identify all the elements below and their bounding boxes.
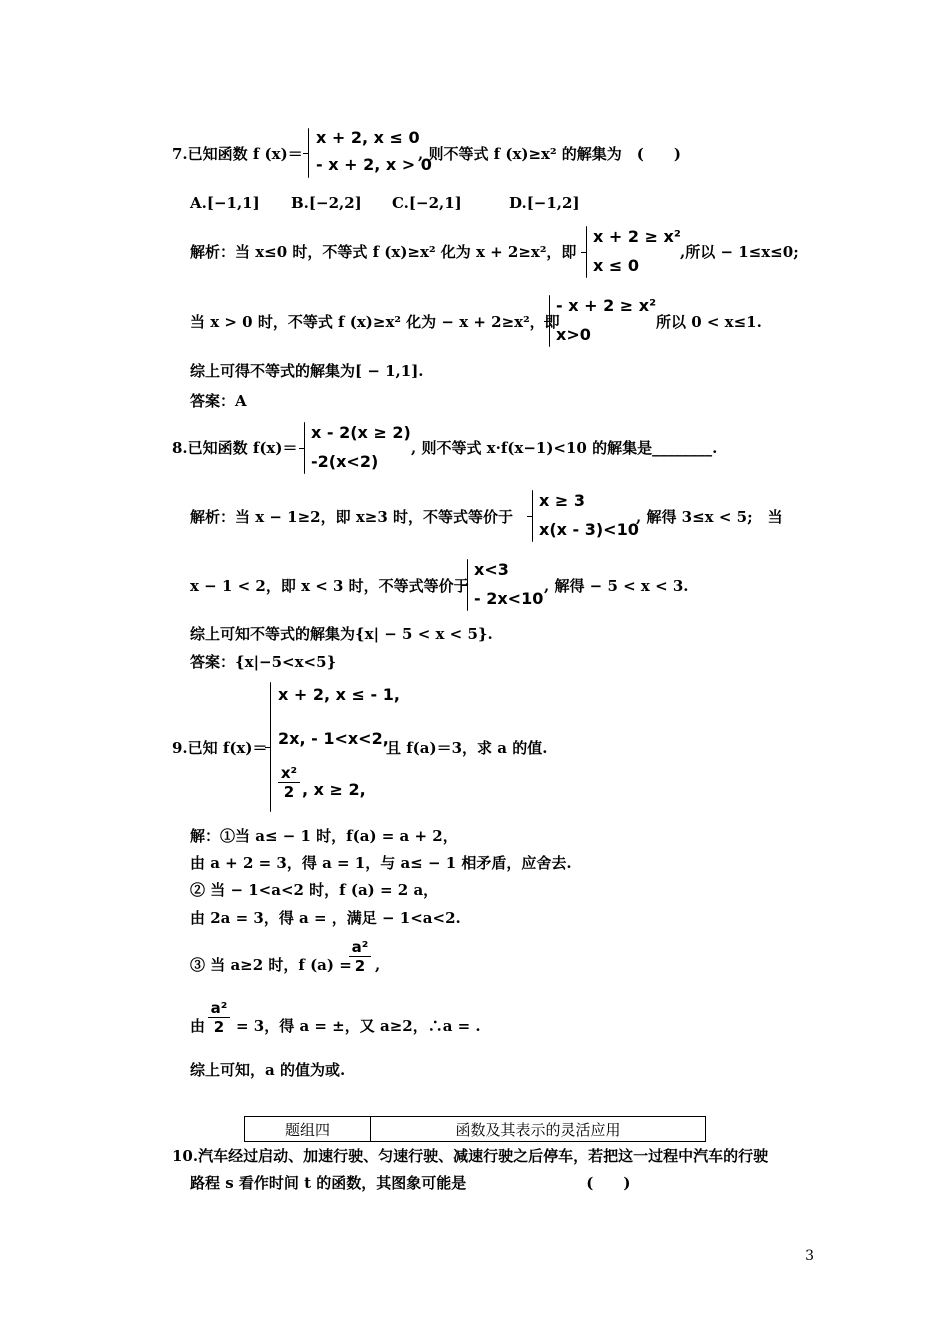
q8-stem: 8.已知函数 f(x)＝ [172, 439, 298, 457]
q8-sol2-sys2: - 2x<10 [474, 589, 544, 608]
q8-brace [304, 422, 305, 474]
q8-answer: 答案：{x|−5<x<5} [190, 653, 337, 671]
q7-solution-line2: 当 x > 0 时，不等式 f (x)≥x² 化为 − x + 2≥x²，即 [190, 313, 560, 331]
section-table [244, 1116, 706, 1142]
q9-case3-numerator: x² [280, 764, 298, 782]
q8-sol1-sys2: x(x - 3)<10 [539, 520, 639, 539]
section-group-title: 函数及其表示的灵活应用 [371, 1117, 706, 1142]
q9-step5-tail: , [375, 956, 381, 974]
q8-case1: x - 2(x ≥ 2) [311, 423, 411, 442]
q8-case2: -2(x<2) [311, 452, 379, 471]
q9-step1: 解：①当 a≤ − 1 时，f(a) = a + 2， [190, 827, 458, 845]
q8-solution-line2-tail: , 解得 − 5 < x < 3. [544, 577, 689, 595]
q8-sol1-brace [532, 490, 533, 542]
q8-solution-line2: x − 1 < 2，即 x < 3 时，不等式等价于 [190, 577, 469, 595]
q7-solution-line1: 解析：当 x≤0 时，不等式 f (x)≥x² 化为 x + 2≥x²，即 [190, 243, 577, 261]
q9-step5-fraction [349, 938, 371, 975]
q8-solution-line1-tail: , 解得 3≤x < 5; 当 [636, 508, 783, 526]
q9-case3-denominator: 2 [283, 783, 295, 801]
q9-case1: x + 2, x ≤ - 1, [278, 685, 400, 704]
q7-option-a: A.[−1,1] [190, 194, 260, 212]
q9-case3-tail: , x ≥ 2, [302, 780, 366, 799]
q9-case3-fraction [278, 764, 300, 801]
q9-step4: 由 2a = 3，得 a = ，满足 − 1<a<2. [190, 909, 461, 927]
q9-step2: 由 a + 2 = 3，得 a = 1，与 a≤ − 1 相矛盾，应舍去. [190, 854, 572, 872]
q7-option-c: C.[−2,1] [392, 194, 462, 212]
q9-step5-denominator: 2 [354, 957, 366, 975]
q7-solution-line1-tail: ,所以 − 1≤x≤0; [680, 243, 799, 261]
q7-sol2-sys2: x>0 [556, 325, 591, 344]
q9-brace [270, 682, 271, 812]
q8-stem-suffix: , 则不等式 x·f(x−1)<10 的解集是________. [411, 439, 718, 457]
q7-sol1-brace [586, 226, 587, 278]
section-group-label: 题组四 [245, 1117, 371, 1142]
q10-line1: 10.汽车经过启动、加速行驶、匀速行驶、减速行驶之后停车，若把这一过程中汽车的行驶 [172, 1147, 769, 1165]
q8-sol2-sys1: x<3 [474, 560, 509, 579]
q7-option-b: B.[−2,2] [291, 194, 362, 212]
page-number: 3 [805, 1248, 814, 1264]
q7-sol2-brace [549, 295, 550, 347]
q9-step6-denominator: 2 [213, 1018, 225, 1036]
q7-case1: x + 2, x ≤ 0 [316, 128, 420, 147]
q9-step6-numerator: a² [210, 999, 228, 1017]
q9-step7: 综上可知，a 的值为或. [190, 1061, 346, 1079]
q9-step5: ③ 当 a≥2 时，f (a) = [190, 956, 352, 974]
q9-step6-lead: 由 [190, 1017, 206, 1035]
q9-step6-tail: = 3，得 a = ±，又 a≥2，∴a = . [236, 1017, 481, 1035]
q8-sol2-brace [467, 559, 468, 611]
q8-sol1-sys1: x ≥ 3 [539, 491, 585, 510]
q8-solution-line1: 解析：当 x − 1≥2，即 x≥3 时，不等式等价于 [190, 508, 514, 526]
q7-case2: - x + 2, x > 0 [316, 155, 432, 174]
q9-step6-fraction [208, 999, 230, 1036]
q7-answer: 答案：A [190, 392, 247, 410]
q8-summary: 综上可知不等式的解集为{x| − 5 < x < 5}. [190, 625, 493, 643]
q10-line2: 路程 s 看作时间 t 的函数，其图象可能是 ( ) [190, 1174, 631, 1192]
q9-stem: 9.已知 f(x)＝ [172, 739, 268, 757]
q9-step3: ② 当 − 1<a<2 时，f (a) = 2 a， [190, 881, 439, 899]
q7-sol2-sys1: - x + 2 ≥ x² [556, 296, 657, 315]
q7-sol1-sys2: x ≤ 0 [593, 256, 639, 275]
q7-stem-suffix: , 则不等式 f (x)≥x² 的解集为 ( ) [418, 145, 681, 163]
q9-stem-suffix: 且 f(a)＝3，求 a 的值. [386, 739, 548, 757]
q7-sol1-sys1: x + 2 ≥ x² [593, 227, 681, 246]
q7-stem: 7.已知函数 f (x)＝ [172, 145, 303, 163]
q9-step5-numerator: a² [351, 938, 369, 956]
q7-summary: 综上可得不等式的解集为[ − 1,1]. [190, 362, 424, 380]
q7-option-d: D.[−1,2] [509, 194, 580, 212]
q7-brace [308, 128, 309, 178]
q7-solution-line2-tail: 所以 0 < x≤1. [656, 313, 762, 331]
q9-case2: 2x, - 1<x<2, [278, 729, 389, 748]
